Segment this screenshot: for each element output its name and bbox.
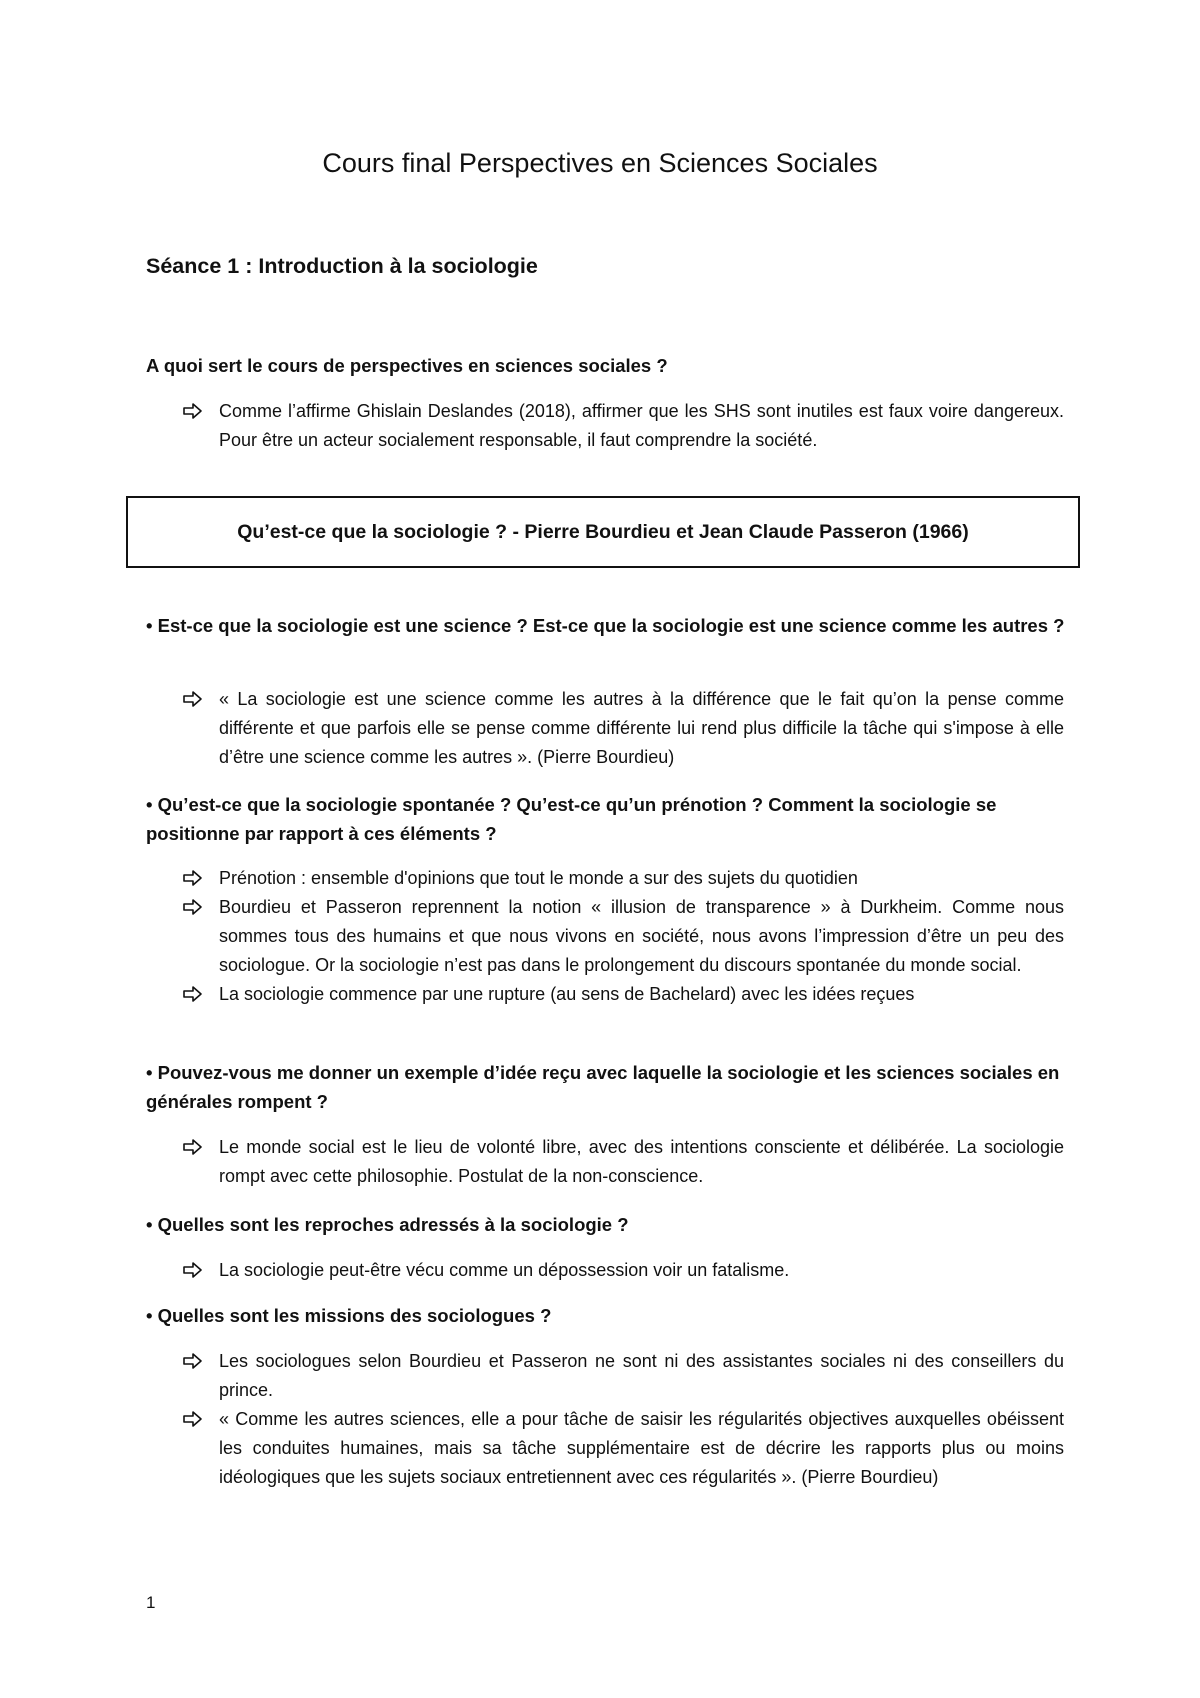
question-heading: • Pouvez-vous me donner un exemple d’idée reçu avec laquelle la sociologie et les sciences sociales en générales rompent ? — [146, 1062, 1060, 1112]
boxed-heading-frame — [126, 496, 1080, 568]
question-point-list — [183, 864, 1064, 1009]
question-heading: • Qu’est-ce que la sociologie spontanée ? Qu’est-ce qu’un prénotion ? Comment la sociologie se positionne par rapport à ces éléments ? — [146, 794, 997, 844]
list-item-text: Comme l’affirme Ghislain Deslandes (2018), affirmer que les SHS sont inutiles est faux voire dangereux. Pour être un acteur socialement responsable, il faut comprendre la société. — [219, 401, 1064, 450]
arrow-right-icon — [183, 1410, 203, 1428]
arrow-right-icon — [183, 985, 203, 1003]
arrow-right-icon — [183, 690, 203, 708]
page-number: 1 — [146, 1593, 156, 1612]
list-item — [183, 397, 1064, 455]
arrow-right-icon — [183, 898, 203, 916]
list-item — [183, 980, 1064, 1009]
list-item — [183, 893, 1064, 980]
arrow-right-icon — [183, 1352, 203, 1370]
list-item-text: La sociologie peut-être vécu comme un dépossession voir un fatalisme. — [219, 1260, 790, 1280]
list-item-text: La sociologie commence par une rupture (au sens de Bachelard) avec les idées reçues — [219, 984, 915, 1004]
arrow-right-icon — [183, 402, 203, 420]
list-item — [183, 1347, 1064, 1405]
list-item-text: Prénotion : ensemble d'opinions que tout le monde a sur des sujets du quotidien — [219, 868, 858, 888]
list-item — [183, 1133, 1064, 1191]
list-item — [183, 1405, 1064, 1492]
boxed-heading: Qu’est-ce que la sociologie ? - Pierre Bourdieu et Jean Claude Passeron (1966) — [237, 520, 969, 543]
question-heading: • Est-ce que la sociologie est une science ? Est-ce que la sociologie est une science comme les autres ? — [146, 615, 1065, 636]
question-heading: • Quelles sont les reproches adressés à la sociologie ? — [146, 1214, 629, 1235]
list-item — [183, 864, 1064, 893]
arrow-right-icon — [183, 869, 203, 887]
question-point-list — [183, 1133, 1064, 1191]
question-point-list — [183, 685, 1064, 772]
list-item — [183, 1256, 1064, 1285]
list-item-text: Le monde social est le lieu de volonté libre, avec des intentions consciente et délibérée. La sociologie rompt avec cette philosophie. Postulat de la non-conscience. — [219, 1137, 1064, 1186]
list-item-text: « Comme les autres sciences, elle a pour tâche de saisir les régularités objectives auxquelles obéissent les conduites humaines, mais sa tâche supplémentaire est de décrire les rapports plus ou moins idéologiques que les sujets sociaux entretiennent avec ces régularités ». (Pierre Bourdieu) — [219, 1409, 1064, 1487]
question-point-list — [183, 1256, 1064, 1285]
intro-question: A quoi sert le cours de perspectives en sciences sociales ? — [146, 355, 668, 376]
list-item — [183, 685, 1064, 772]
session-title: Séance 1 : Introduction à la sociologie — [146, 254, 538, 278]
list-item-text: Bourdieu et Passeron reprennent la notion « illusion de transparence » à Durkheim. Comme nous sommes tous des humains et que nous vivons en société, nous avons l’impression d’être un peu des sociologue. Or la sociologie n’est pas dans le prolongement du discours spontanée du monde social. — [219, 897, 1064, 975]
arrow-right-icon — [183, 1138, 203, 1156]
question-point-list — [183, 1347, 1064, 1492]
document-title: Cours final Perspectives en Sciences Sociales — [322, 148, 878, 178]
list-item-text: « La sociologie est une science comme les autres à la différence que le fait qu’on la pense comme différente et que parfois elle se pense comme différente lui rend plus difficile la tâche qui s'impose à elle d’être une science comme les autres ». (Pierre Bourdieu) — [219, 689, 1064, 767]
question-heading: • Quelles sont les missions des sociologues ? — [146, 1305, 552, 1326]
intro-point-list — [183, 397, 1064, 455]
list-item-text: Les sociologues selon Bourdieu et Passeron ne sont ni des assistantes sociales ni des conseillers du prince. — [219, 1351, 1064, 1400]
arrow-right-icon — [183, 1261, 203, 1279]
